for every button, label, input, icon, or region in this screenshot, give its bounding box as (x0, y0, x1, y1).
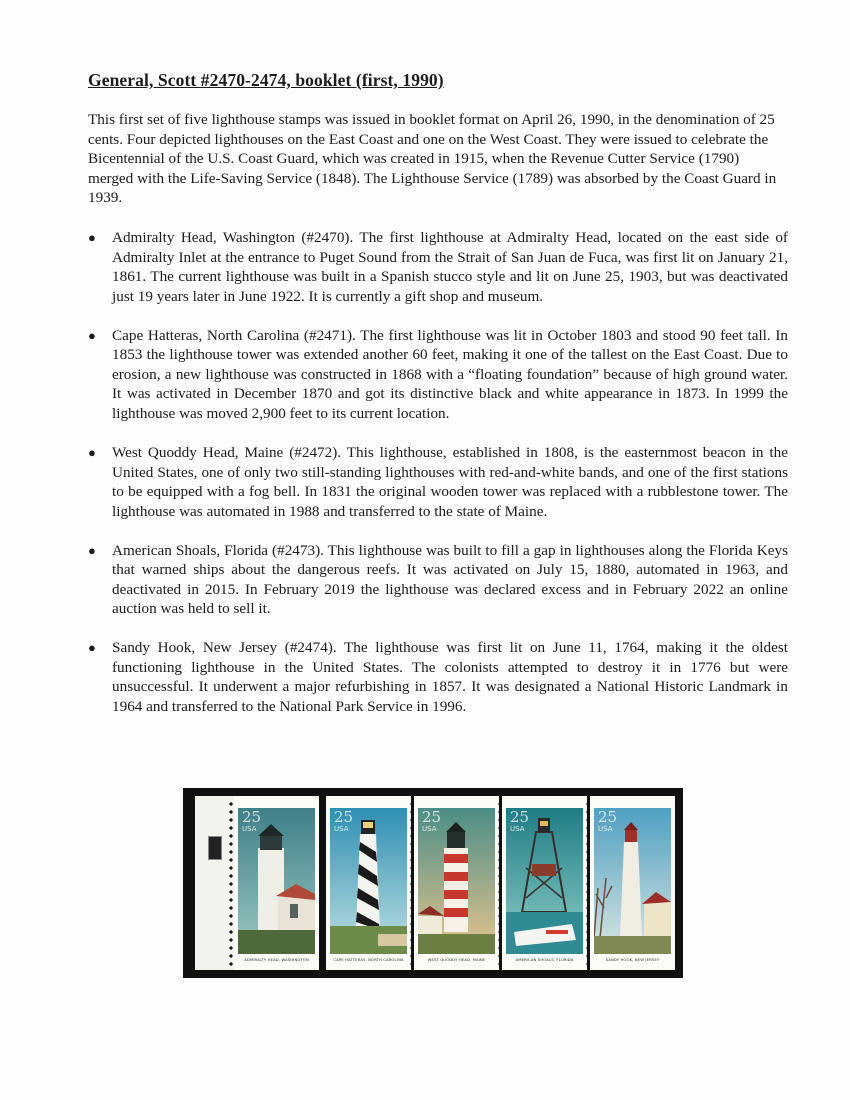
list-item-admiralty-head (88, 228, 788, 306)
list-item-text: Sandy Hook, New Jersey (#2474). The lighthouse was first lit on June 11, 1764, making it the oldest functioning lighthouse in the United States. The colonists attempted to destroy it in 1776 but were unsuccessful. It underwent a major refurbishing in 1857. It was designated a National Historic Landmark in 1964 and transferred to the National Park Service in 1996. (112, 639, 788, 716)
list-item-text: Cape Hatteras, North Carolina (#2471). The first lighthouse was lit in October 1803 and stood 90 feet tall. In 1853 the lighthouse tower was extended another 60 feet, making it one of the tallest on the East Coast. Due to erosion, a new lighthouse was constructed in 1868 with a “floating foundation” because of high ground water. It was activated in December 1870 and got its distinctive black and white appearance in 1873. In 1999 the lighthouse was moved 2,900 feet to its current location. (112, 326, 788, 423)
stamp-denomination: 25 (422, 808, 442, 826)
list-item-text: West Quoddy Head, Maine (#2472). This lighthouse, established in 1808, is the easternmost beacon in the United States, one of only two still-standing lighthouses with red-and-white bands, and one of the first stations to be equipped with a fog bell. In 1831 the original wooden tower was replaced with a rubblestone tower. The lighthouse was automated in 1988 and transferred to the state of Maine. (112, 443, 788, 520)
stamp-denomination: 25 (598, 808, 618, 826)
stamp-caption: ADMIRALTY HEAD, WASHINGTON (244, 957, 309, 962)
list-item-cape-hatteras (88, 326, 788, 424)
list-item-sandy-hook (88, 638, 788, 716)
stamp-west-quoddy-head (414, 796, 499, 970)
stamp-booklet-pane (183, 788, 683, 978)
perforation (229, 800, 233, 968)
lighthouse-list (88, 228, 788, 736)
bullet-icon: ● (88, 640, 96, 656)
stamp-country: USA (422, 825, 437, 833)
bullet-icon: ● (88, 230, 96, 245)
list-item-text: Admiralty Head, Washington (#2470). The first lighthouse at Admiralty Head, located on the east side of Admiralty Inlet at the entrance to Puget Sound from the Strait of San Juan de Fuca, was first lit on January 21, 1861. The current lighthouse was built in a Spanish stucco style and lit on June 25, 1903, but was deactivated just 19 years later in June 1922. It is currently a gift shop and museum. (112, 229, 788, 305)
list-item-american-shoals (88, 541, 788, 619)
stamp-denomination: 25 (510, 808, 530, 826)
bullet-icon: ● (88, 444, 96, 460)
bullet-icon: ● (88, 327, 96, 343)
stamp-cape-hatteras (326, 796, 411, 970)
page-title: General, Scott #2470-2474, booklet (first, 1990) (88, 70, 444, 90)
plate-number-mark (208, 836, 222, 860)
stamp-sandy-hook (590, 796, 675, 970)
stamp-country: USA (510, 825, 525, 833)
list-item-text: American Shoals, Florida (#2473). This lighthouse was built to fill a gap in lighthouses along the Florida Keys that warned ships about the dangerous reefs. It was activated on July 15, 1880, automated in 1963, and deactivated in 2015. In February 2019 the lighthouse was declared excess and in February 2022 an online auction was held to sell it. (112, 541, 788, 618)
intro-paragraph: This first set of five lighthouse stamps was issued in booklet format on April 26, 1990, in the denomination of 25 cents. Four depicted lighthouses on the East Coast and one on the West Coast. They were issued to celebrate the Bicentennial of the U.S. Coast Guard, which was created in 1915, when the Revenue Cutter Service (1790) merged with the Life-Saving Service (1848). The Lighthouse Service (1789) was absorbed by the Coast Guard in 1939. (88, 111, 777, 207)
stamp-country: USA (334, 825, 349, 833)
stamp-admiralty-head (234, 796, 319, 970)
stamp-country: USA (598, 825, 613, 833)
stamp-caption: WEST QUODDY HEAD, MAINE (427, 957, 486, 962)
stamp-country: USA (242, 825, 257, 833)
stamp-american-shoals (502, 796, 587, 970)
bullet-icon: ● (88, 542, 96, 558)
stamp-denomination: 25 (242, 808, 262, 826)
list-item-west-quoddy-head (88, 443, 788, 521)
stamp-caption: SANDY HOOK, NEW JERSEY (605, 957, 660, 962)
stamp-caption: CAPE HATTERAS, NORTH CAROLINA (333, 957, 404, 962)
stamp-caption: AMERICAN SHOALS, FLORIDA (515, 957, 574, 962)
stamp-denomination: 25 (334, 808, 354, 826)
